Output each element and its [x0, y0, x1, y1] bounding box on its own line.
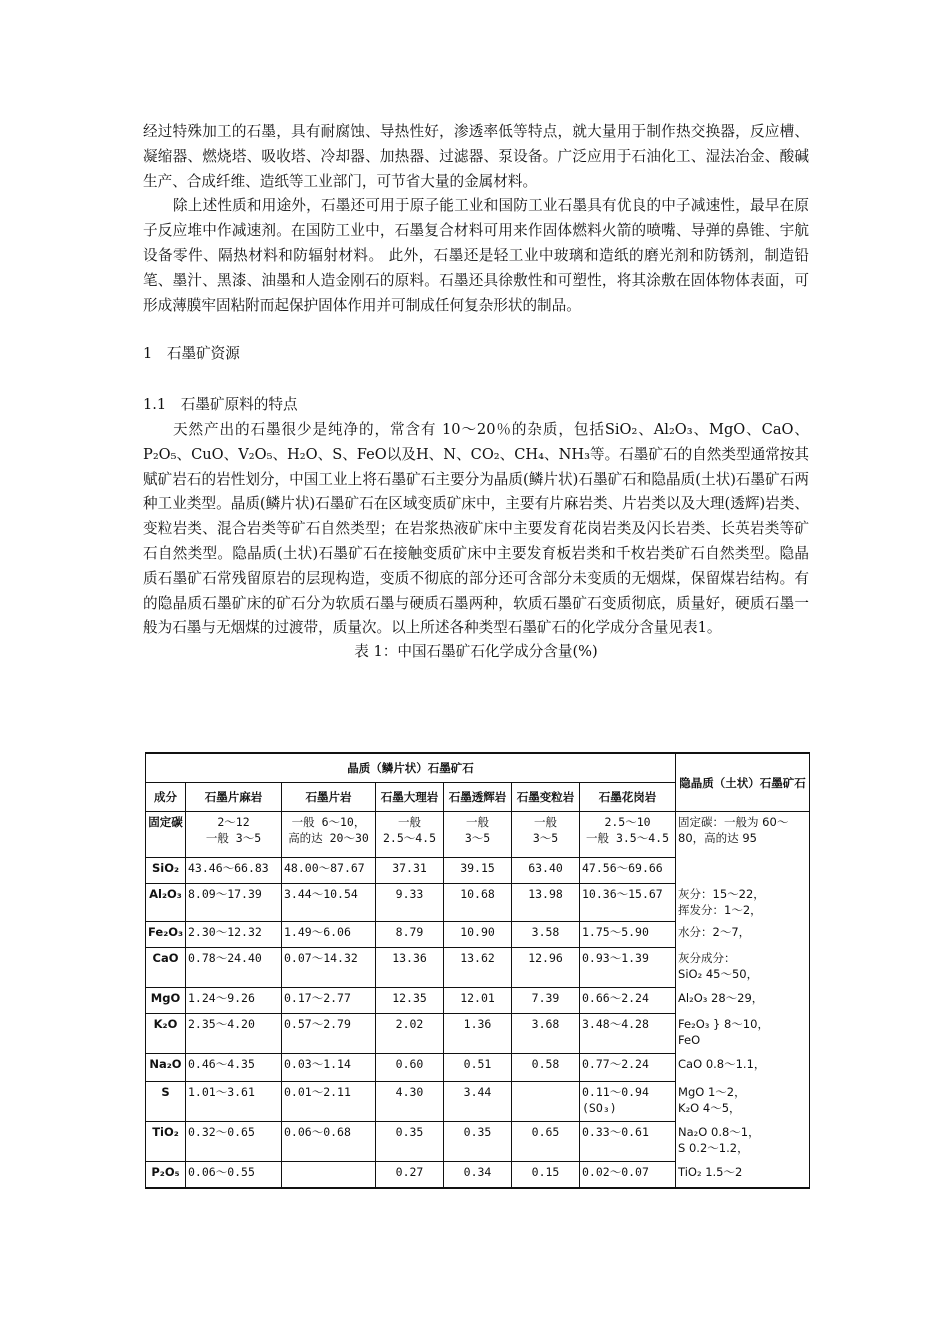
- paragraph-2: 除上述性质和用途外，石墨还可用于原子能工业和国防工业石墨具有优良的中子减速性，最早在原子反应堆中作减速剂。在国防工业中，石墨复合材料可用来作固体燃料火箭的喷嘴、导弹的鼻锥、宇航设备零件、隔热材料和防辐射材料。 此外，石墨还是轻工业中玻璃和造纸的磨光剂和防锈剂，制造铅笔、墨汁、黑漆、油墨和人造金刚石的原料。石墨还具徐敷性和可塑性，将其涂敷在固体物体表面，可形成薄膜牢固粘附而起保护固体作用并可制成任何复杂形状的制品。: [143, 197, 809, 314]
- component-cell: 固定碳: [146, 812, 186, 858]
- value-cell: 8.79: [376, 922, 444, 948]
- value-cell: 1.75～5.90: [580, 922, 676, 948]
- value-cell: 10.36～15.67: [580, 884, 676, 922]
- paragraph-1: 经过特殊加工的石墨，具有耐腐蚀、导热性好，渗透率低等特点，就大量用于制作热交换器，反应槽、凝缩器、燃烧塔、吸收塔、冷却器、加热器、过滤器、泵设备。广泛应用于石油化工、湿法冶金、酸碱生产、合成纤维、造纸等工业部门，可节省大量的金属材料。: [143, 123, 809, 190]
- value-cell: 3.68: [512, 1014, 580, 1054]
- value-cell: [282, 1162, 376, 1188]
- amorphous-cell: [676, 858, 810, 884]
- value-cell: 8.09～17.39: [186, 884, 282, 922]
- value-cell: 12.01: [444, 988, 512, 1014]
- value-cell: 0.32～0.65: [186, 1122, 282, 1162]
- section-heading-1-1: 1.1 石墨矿原料的特点: [143, 396, 298, 414]
- column-header: 石墨片岩: [282, 783, 376, 812]
- value-cell: 10.68: [444, 884, 512, 922]
- value-cell: 一般 6～10， 高的达 20～30: [282, 812, 376, 858]
- value-cell: 0.58: [512, 1054, 580, 1082]
- amorphous-cell: 灰分：15～22， 挥发分：1～2，: [676, 884, 810, 922]
- value-cell: 10.90: [444, 922, 512, 948]
- column-header: 成分: [146, 783, 186, 812]
- table-row: [146, 884, 810, 922]
- value-cell: 2～12 一般 3～5: [186, 812, 282, 858]
- value-cell: 63.40: [512, 858, 580, 884]
- value-cell: 13.36: [376, 948, 444, 988]
- value-cell: 0.33～0.61: [580, 1122, 676, 1162]
- value-cell: 0.34: [444, 1162, 512, 1188]
- value-cell: 12.96: [512, 948, 580, 988]
- component-cell: CaO: [146, 948, 186, 988]
- value-cell: 一般 3～5: [512, 812, 580, 858]
- table-row: [146, 922, 810, 948]
- amorphous-cell: 灰分成分： SiO₂ 45～50，: [676, 948, 810, 988]
- amorphous-cell: Al₂O₃ 28～29，: [676, 988, 810, 1014]
- value-cell: 0.93～1.39: [580, 948, 676, 988]
- value-cell: 1.24～9.26: [186, 988, 282, 1014]
- value-cell: 2.02: [376, 1014, 444, 1054]
- amorphous-cell: Na₂O 0.8～1， S 0.2～1.2，: [676, 1122, 810, 1162]
- component-cell: MgO: [146, 988, 186, 1014]
- amorphous-cell: CaO 0.8～1.1，: [676, 1054, 810, 1082]
- value-cell: 0.03～1.14: [282, 1054, 376, 1082]
- value-cell: 一般 3～5: [444, 812, 512, 858]
- amorphous-cell: 固定碳：一般为 60～ 80，高的达 95: [676, 812, 810, 858]
- value-cell: 0.57～2.79: [282, 1014, 376, 1054]
- value-cell: 7.39: [512, 988, 580, 1014]
- value-cell: 0.27: [376, 1162, 444, 1188]
- table-row: [146, 1082, 810, 1122]
- value-cell: 2.5～10 一般 3.5～4.5: [580, 812, 676, 858]
- amorphous-cell: Fe₂O₃ } 8～10， FeO: [676, 1014, 810, 1054]
- value-cell: 1.01～3.61: [186, 1082, 282, 1122]
- value-cell: 0.35: [376, 1122, 444, 1162]
- value-cell: 9.33: [376, 884, 444, 922]
- column-header: 石墨花岗岩: [580, 783, 676, 812]
- value-cell: 0.06～0.55: [186, 1162, 282, 1188]
- value-cell: 0.07～14.32: [282, 948, 376, 988]
- component-cell: TiO₂: [146, 1122, 186, 1162]
- column-header: 石墨变粒岩: [512, 783, 580, 812]
- table-row: [146, 948, 810, 988]
- value-cell: 1.36: [444, 1014, 512, 1054]
- component-cell: K₂O: [146, 1014, 186, 1054]
- value-cell: 0.46～4.35: [186, 1054, 282, 1082]
- component-cell: Al₂O₃: [146, 884, 186, 922]
- amorphous-cell: 水分：2～7，: [676, 922, 810, 948]
- table-row: [146, 1162, 810, 1188]
- value-cell: 0.60: [376, 1054, 444, 1082]
- value-cell: 37.31: [376, 858, 444, 884]
- value-cell: 0.35: [444, 1122, 512, 1162]
- value-cell: 3.48～4.28: [580, 1014, 676, 1054]
- component-cell: P₂O₅: [146, 1162, 186, 1188]
- column-header: 石墨透辉岩: [444, 783, 512, 812]
- table-row: [146, 858, 810, 884]
- value-cell: 0.02～0.07: [580, 1162, 676, 1188]
- value-cell: 3.44: [444, 1082, 512, 1122]
- value-cell: 12.35: [376, 988, 444, 1014]
- chemical-composition-table: [145, 752, 810, 1189]
- table-row: [146, 988, 810, 1014]
- value-cell: 2.30～12.32: [186, 922, 282, 948]
- amorphous-cell: TiO₂ 1.5～2: [676, 1162, 810, 1188]
- value-cell: 0.65: [512, 1122, 580, 1162]
- value-cell: 0.78～24.40: [186, 948, 282, 988]
- value-cell: 一般 2.5～4.5: [376, 812, 444, 858]
- value-cell: 3.44～10.54: [282, 884, 376, 922]
- component-cell: Na₂O: [146, 1054, 186, 1082]
- table-caption: 表 1：中国石墨矿石化学成分含量(%): [354, 643, 598, 661]
- value-cell: 0.06～0.68: [282, 1122, 376, 1162]
- value-cell: [512, 1082, 580, 1122]
- paragraph-3: 天然产出的石墨很少是纯净的，常含有 10～20％的杂质，包括SiO₂、Al₂O₃、MgO、CaO、P₂O₅、CuO、V₂O₅、H₂O、S、FeO以及H、N、CO₂、CH₄、NH₃等。石墨矿石的自然类型通常按其赋矿岩石的岩性划分，中国工业上将石墨矿石主要分为晶质(鳞片状)石墨矿石和隐晶质(土状)石墨矿石两种工业类型。晶质(鳞片状)石墨矿石在区域变质矿床中，主要有片麻岩类、片岩类以及大理(透辉)岩类、变粒岩类、混合岩类等矿石自然类型；在岩浆热液矿床中主要发育花岗岩类及闪长岩类、长英岩类等矿石自然类型。隐晶质(土状)石墨矿石在接触变质矿床中主要发育板岩类和千枚岩类矿石自然类型。隐晶质石墨矿石常残留原岩的层现构造，变质不彻底的部分还可含部分未变质的无烟煤，保留煤岩结构。有的隐晶质石墨矿床的矿石分为软质石墨与硬质石墨两种，软质石墨矿石变质彻底，质量好，硬质石墨一般为石墨与无烟煤的过渡带，质量次。以上所述各种类型石墨矿石的化学成分含量见表1。: [143, 420, 809, 637]
- value-cell: 39.15: [444, 858, 512, 884]
- value-cell: 0.11～0.94 (SO₃): [580, 1082, 676, 1122]
- table-row: [146, 1122, 810, 1162]
- value-cell: 0.15: [512, 1162, 580, 1188]
- value-cell: 13.62: [444, 948, 512, 988]
- component-cell: S: [146, 1082, 186, 1122]
- table-body: [146, 812, 810, 1188]
- table-row: [146, 1054, 810, 1082]
- value-cell: 0.77～2.24: [580, 1054, 676, 1082]
- table-row: [146, 1014, 810, 1054]
- value-cell: 48.00～87.67: [282, 858, 376, 884]
- value-cell: 4.30: [376, 1082, 444, 1122]
- value-cell: 0.51: [444, 1054, 512, 1082]
- side-header: 隐晶质（土状）石墨矿石: [676, 753, 810, 812]
- value-cell: 47.56～69.66: [580, 858, 676, 884]
- component-cell: Fe₂O₃: [146, 922, 186, 948]
- amorphous-cell: MgO 1～2， K₂O 4～5，: [676, 1082, 810, 1122]
- value-cell: 3.58: [512, 922, 580, 948]
- document-body: [143, 120, 809, 665]
- value-cell: 0.01～2.11: [282, 1082, 376, 1122]
- value-cell: 2.35～4.20: [186, 1014, 282, 1054]
- section-heading-1: 1 石墨矿资源: [143, 345, 240, 363]
- group-header: 晶质（鳞片状）石墨矿石: [146, 753, 676, 783]
- component-cell: SiO₂: [146, 858, 186, 884]
- table-row: [146, 812, 810, 858]
- column-header: 石墨片麻岩: [186, 783, 282, 812]
- value-cell: 43.46～66.83: [186, 858, 282, 884]
- value-cell: 1.49～6.06: [282, 922, 376, 948]
- value-cell: 13.98: [512, 884, 580, 922]
- column-header: 石墨大理岩: [376, 783, 444, 812]
- value-cell: 0.17～2.77: [282, 988, 376, 1014]
- value-cell: 0.66～2.24: [580, 988, 676, 1014]
